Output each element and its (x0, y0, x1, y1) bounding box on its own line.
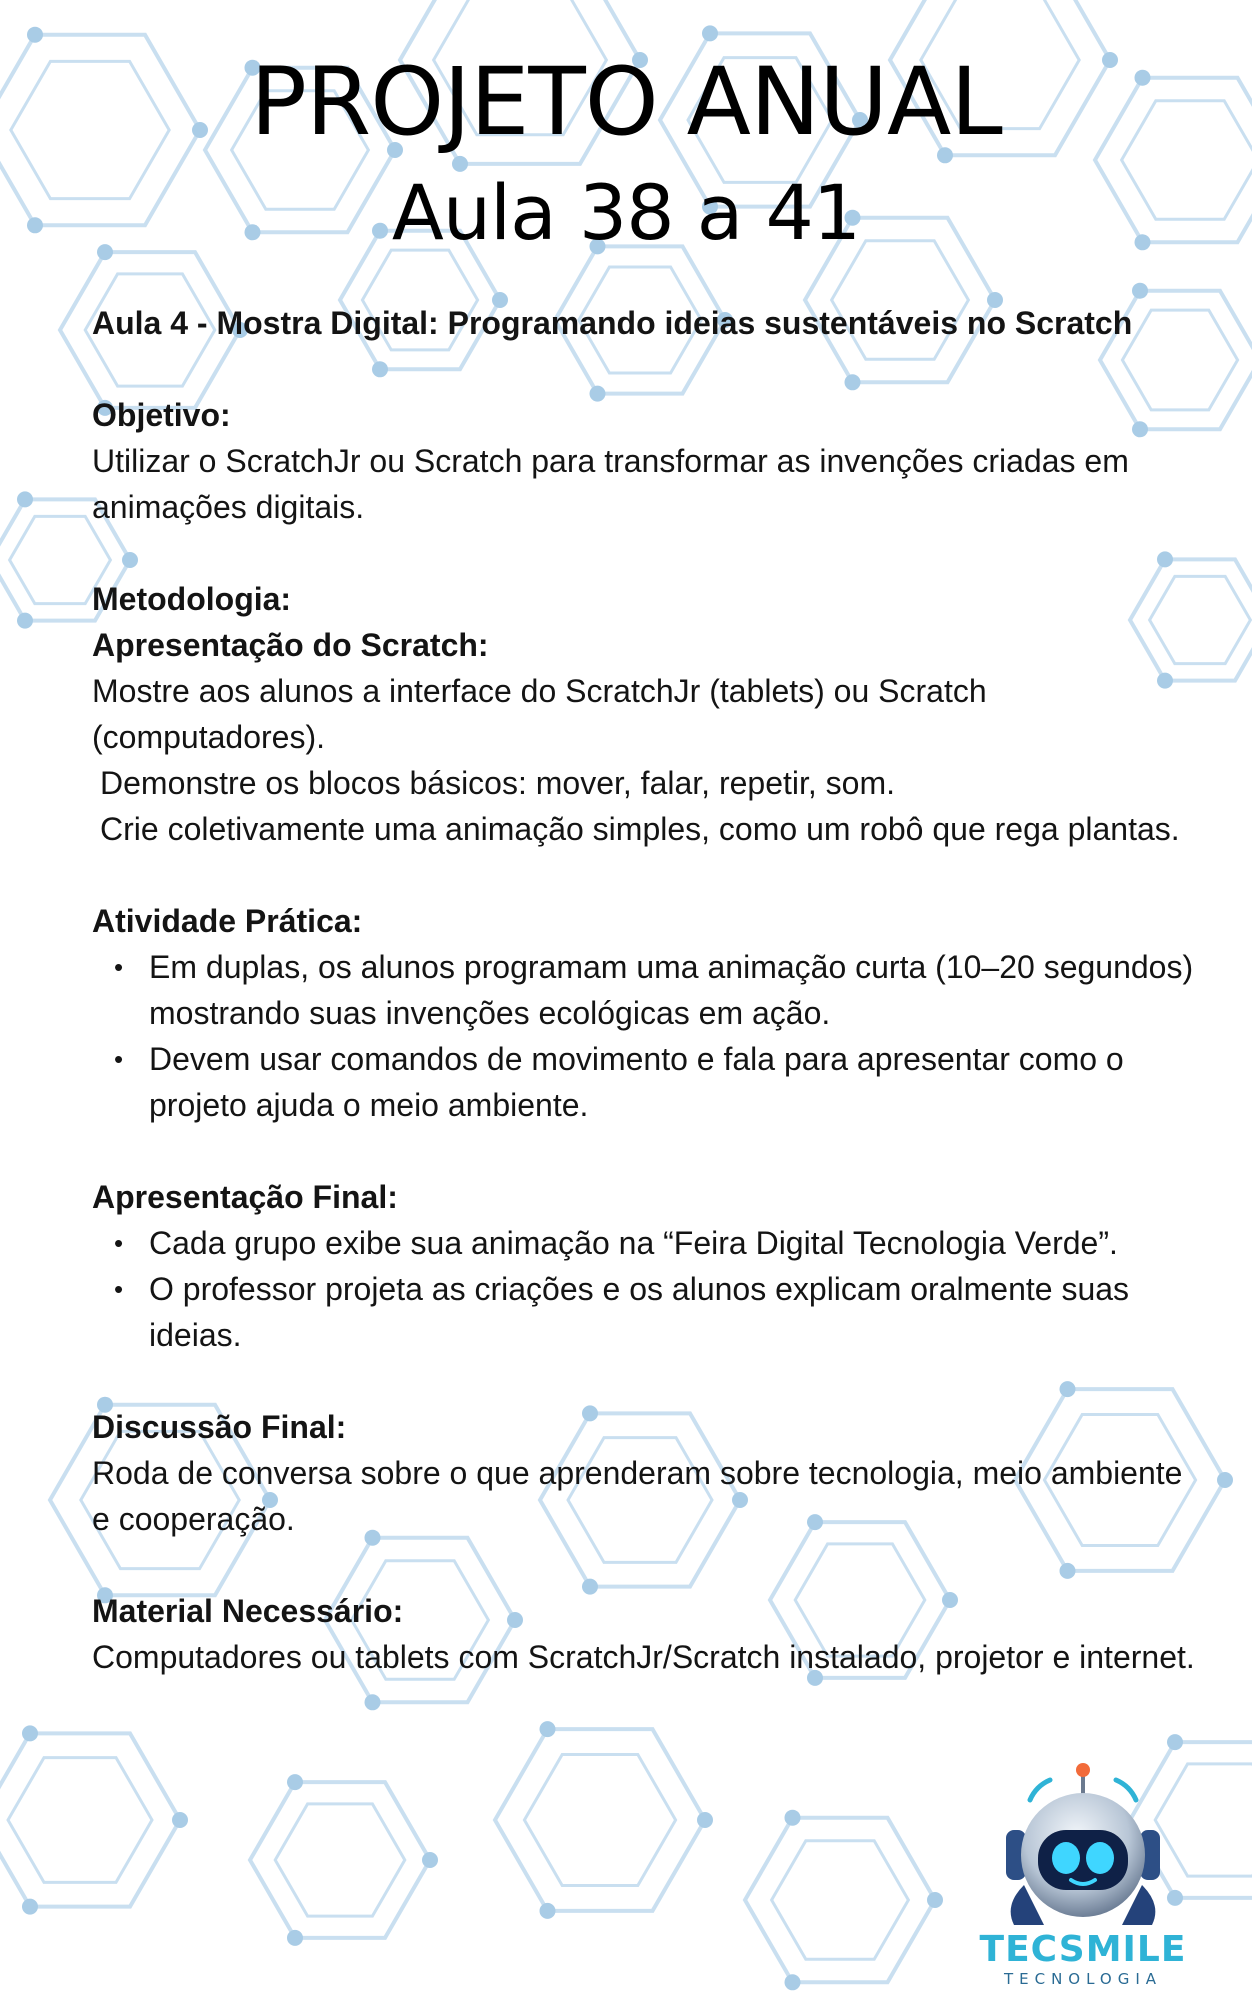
discussao-section (92, 1404, 1202, 1542)
bullet-icon: • (114, 1228, 124, 1258)
apresentacao-list (92, 1220, 1202, 1358)
metodologia-line: Crie coletivamente uma animação simples, como um robô que rega plantas. (100, 811, 1180, 847)
metodologia-line: Demonstre os blocos básicos: mover, falar, repetir, som. (100, 765, 895, 801)
discussao-text: Roda de conversa sobre o que aprenderam sobre tecnologia, meio ambiente e cooperação. (92, 1455, 1183, 1537)
material-section (92, 1588, 1202, 1680)
objetivo-text: Utilizar o ScratchJr ou Scratch para transformar as invenções criadas em animações digitais. (92, 443, 1129, 525)
atividade-heading: Atividade Prática: (92, 903, 363, 939)
list-item-text: O professor projeta as criações e os alunos explicam oralmente suas ideias. (149, 1271, 1130, 1353)
list-item (92, 1036, 1202, 1128)
apresentacao-section (92, 1174, 1202, 1358)
metodologia-subheading: Apresentação do Scratch: (92, 627, 489, 663)
page-title: PROJETO ANUAL (250, 48, 1002, 157)
tecsmile-logo (966, 1760, 1200, 1990)
lesson-content (92, 300, 1202, 1680)
list-item-text: Cada grupo exibe sua animação na “Feira Digital Tecnologia Verde”. (149, 1225, 1118, 1261)
bullet-icon: • (114, 1274, 124, 1304)
metodologia-line: Mostre aos alunos a interface do ScratchJr (tablets) ou Scratch (computadores). (92, 673, 987, 755)
material-heading: Material Necessário: (92, 1593, 404, 1629)
bullet-icon: • (114, 952, 124, 982)
list-item (92, 1266, 1202, 1358)
atividade-list (92, 944, 1202, 1128)
metodologia-section (92, 576, 1202, 852)
robot-mascot-icon (966, 1760, 1200, 1930)
lesson-title: Aula 4 - Mostra Digital: Programando ideias sustentáveis no Scratch (92, 305, 1133, 341)
list-item (92, 944, 1202, 1036)
apresentacao-heading: Apresentação Final: (92, 1179, 398, 1215)
objetivo-heading: Objetivo: (92, 397, 231, 433)
bullet-icon: • (114, 1044, 124, 1074)
atividade-section (92, 898, 1202, 1128)
discussao-heading: Discussão Final: (92, 1409, 347, 1445)
objetivo-section (92, 392, 1202, 530)
metodologia-heading: Metodologia: (92, 581, 292, 617)
list-item-text: Em duplas, os alunos programam uma animação curta (10–20 segundos) mostrando suas invenções ecológicas em ação. (149, 949, 1194, 1031)
page-subtitle: Aula 38 a 41 (391, 168, 861, 257)
list-item (92, 1220, 1202, 1266)
brand-name: TECSMILE (979, 1929, 1187, 1970)
list-item-text: Devem usar comandos de movimento e fala para apresentar como o projeto ajuda o meio ambiente. (149, 1041, 1124, 1123)
brand-tagline: TECNOLOGIA (1003, 1970, 1163, 1988)
material-text: Computadores ou tablets com ScratchJr/Scratch instalado, projetor e internet. (92, 1639, 1195, 1675)
